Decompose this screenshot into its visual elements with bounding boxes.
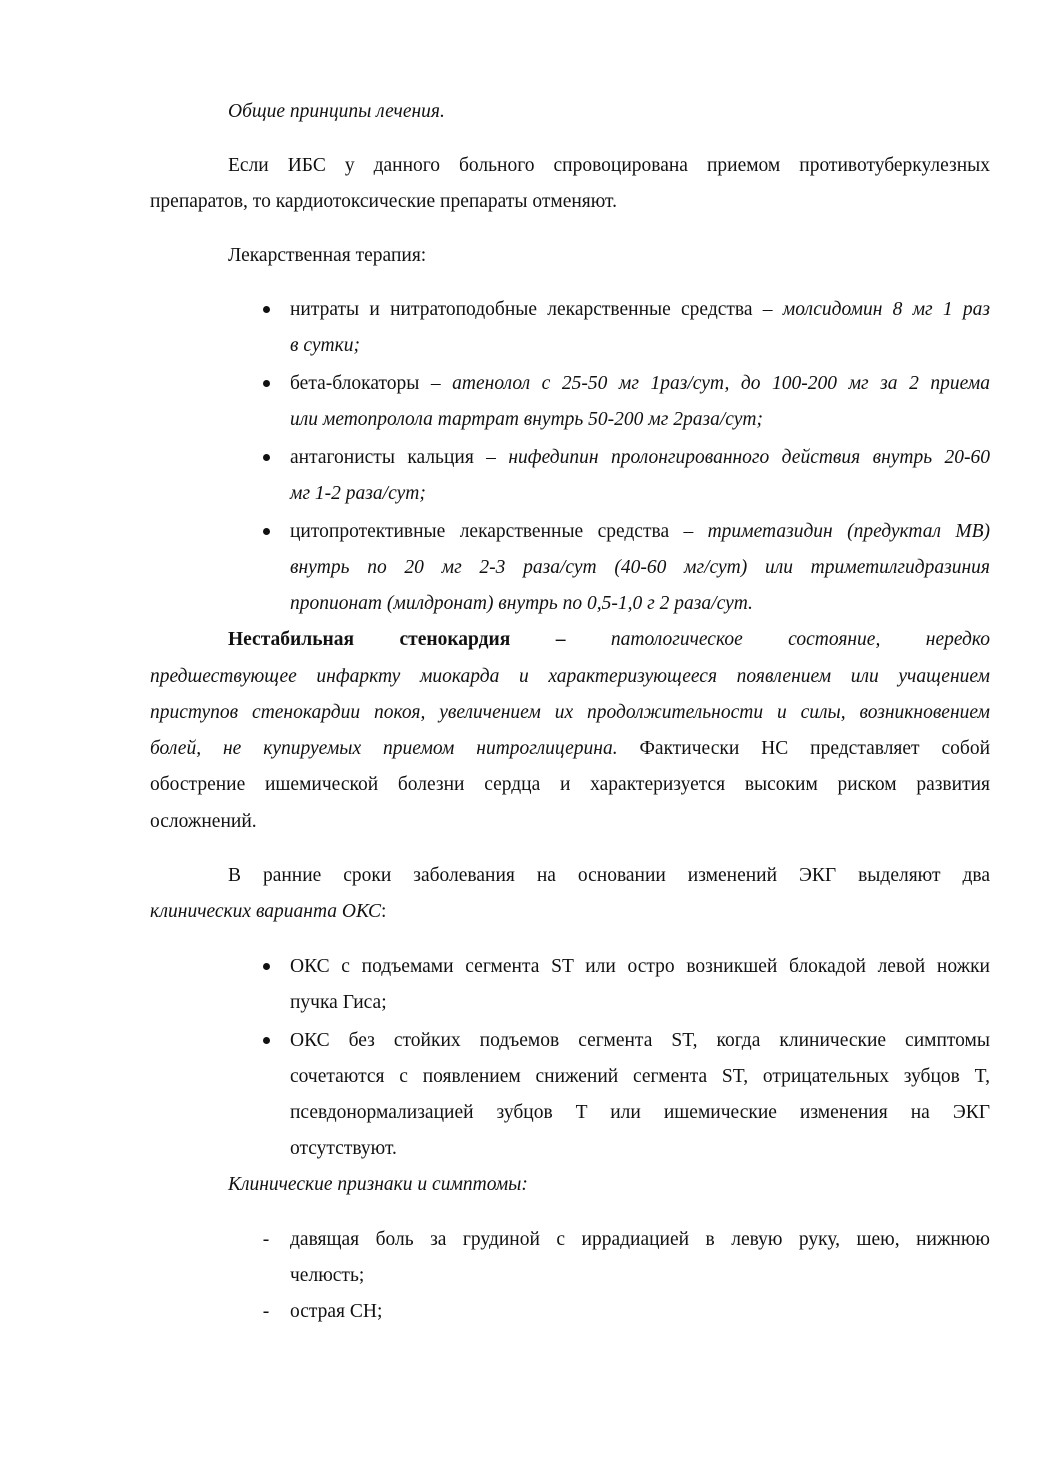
paragraph-ibs-line-2: препаратов, то кардиотоксические препараты отменяют.	[150, 191, 617, 212]
symptoms-heading: Клинические признаки и симптомы:	[228, 1174, 528, 1195]
drug-therapy-label: Лекарственная терапия:	[228, 245, 427, 266]
list-item: бета-блокаторы – атенолол с 25-50 мг 1раз/сут, до 100-200 мг за 2 приема	[290, 373, 990, 394]
dash-marker: -	[262, 1301, 270, 1322]
list-item: ОКС без стойких подъемов сегмента ST, когда клинические симптомы	[290, 1030, 990, 1051]
list-item-continuation: отсутствуют.	[290, 1138, 397, 1159]
early-period-line-2: клинических варианта ОКС:	[150, 901, 387, 922]
early-period-line-1: В ранние сроки заболевания на основании изменений ЭКГ выделяют два	[228, 865, 990, 886]
list-item: давящая боль за грудиной с иррадиацией в левую руку, шею, нижнюю	[290, 1229, 990, 1250]
list-item-continuation: псевдонормализацией зубцов T или ишемические изменения на ЭКГ	[290, 1102, 990, 1123]
list-item: антагонисты кальция – нифедипин пролонгированного действия внутрь 20-60	[290, 447, 990, 468]
unstable-angina-line-2: предшествующее инфаркту миокарда и характеризующееся появлением или учащением	[150, 666, 990, 687]
unstable-angina-line-6: осложнений.	[150, 811, 257, 832]
list-item-continuation: мг 1-2 раза/сут;	[290, 483, 426, 504]
document-page	[150, 0, 990, 1471]
unstable-angina-line-3: приступов стенокардии покоя, увеличением их продолжительности и силы, возникновением	[150, 702, 990, 723]
unstable-angina-line-1: Нестабильная стенокардия – патологическое состояние, нередко	[228, 629, 991, 650]
list-item-continuation: пучка Гиса;	[290, 992, 387, 1013]
paragraph-ibs-line-1: Если ИБС у данного больного спровоцирована приемом противотуберкулезных	[228, 155, 990, 176]
unstable-angina-term: Нестабильная стенокардия	[228, 629, 511, 650]
heading-general-principles: Общие принципы лечения.	[228, 101, 445, 122]
list-item: нитраты и нитратоподобные лекарственные средства – молсидомин 8 мг 1 раз	[290, 299, 990, 320]
list-item-continuation: сочетаются с появлением снижений сегмента ST, отрицательных зубцов T,	[290, 1066, 990, 1087]
dash-marker: -	[262, 1229, 270, 1250]
list-item-continuation: внутрь по 20 мг 2-3 раза/сут (40-60 мг/сут) или триметилгидразиния	[290, 557, 990, 578]
list-item-continuation: или метопролола тартрат внутрь 50-200 мг 2раза/сут;	[290, 409, 763, 430]
list-item: ОКС с подъемами сегмента ST или остро возникшей блокадой левой ножки	[290, 956, 990, 977]
list-item: цитопротективные лекарственные средства – триметазидин (предуктал МВ)	[290, 521, 990, 542]
list-item: острая СН;	[290, 1301, 383, 1322]
list-item-continuation: в сутки;	[290, 335, 360, 356]
unstable-angina-line-4: болей, не купируемых приемом нитроглицерина. Фактически НС представляет собой	[150, 738, 990, 759]
unstable-angina-line-5: обострение ишемической болезни сердца и характеризуется высоким риском развития	[150, 774, 990, 795]
list-item-continuation: челюсть;	[290, 1265, 365, 1286]
list-item-continuation: пропионат (милдронат) внутрь по 0,5-1,0 г 2 раза/сут.	[290, 593, 753, 614]
